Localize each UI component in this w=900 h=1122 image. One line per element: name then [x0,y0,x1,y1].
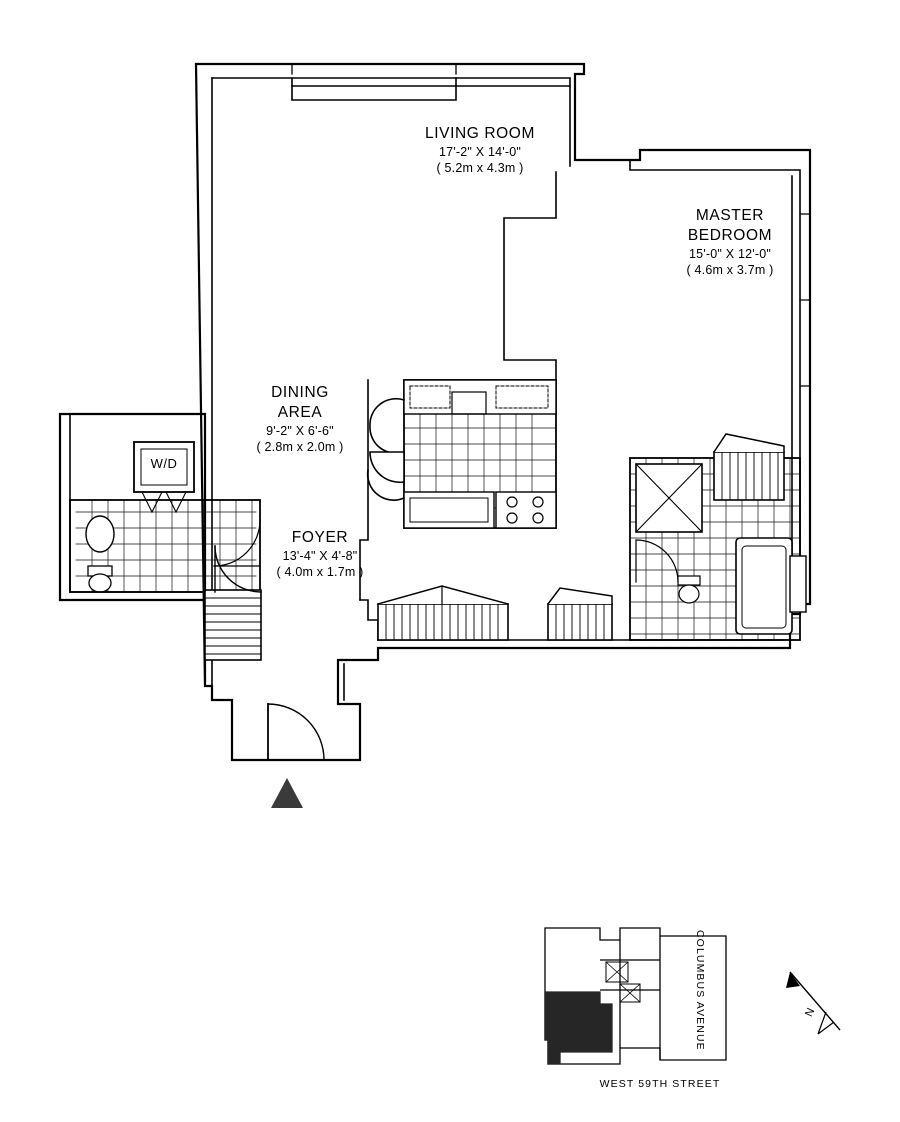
dining-area-name-line2: AREA [277,403,323,421]
key-map-avenue-label: COLUMBUS AVENUE [694,930,706,1051]
foyer-dimensions-ft: 13'-4" X 4'-8" [282,548,358,563]
dining-area-name-line1: DINING [271,384,329,401]
dining-area-dimensions-m: ( 2.8m x 2.0m ) [256,439,344,454]
living-room-dimensions-ft: 17'-2" X 14'-0" [439,144,521,159]
stair-hatch [205,590,261,660]
highlighted-unit [545,992,612,1064]
hall-closets [378,586,612,640]
master-bedroom-dimensions-ft: 15'-0" X 12'-0" [689,246,771,261]
kitchen [404,380,556,528]
entry-door [268,704,324,760]
foyer-dimensions-m: ( 4.0m x 1.7m ) [276,564,364,579]
room-label-foyer [205,528,435,580]
living-room-name: LIVING ROOM [425,125,535,142]
compass-icon [786,972,840,1034]
entry-marker [271,778,303,808]
foyer-name: FOYER [291,529,349,546]
living-room-dimensions-m: ( 5.2m x 4.3m ) [436,160,524,175]
living-room-wall-detail [292,78,456,100]
room-label-dining-area [185,383,415,455]
compass-north-label: N [803,1005,818,1019]
room-label-master-bedroom [600,206,860,278]
toilet-master [678,576,700,603]
room-label-living-room [340,124,620,176]
master-bedroom-dimensions-m: ( 4.6m x 3.7m ) [686,262,774,277]
dining-area-dimensions-ft: 9'-2" X 6'-6" [266,423,334,438]
toilet-guest [88,566,112,592]
master-bedroom-name-line1: MASTER [695,207,765,224]
washer-dryer-label: W/D [150,456,178,471]
master-bedroom-name-line2: BEDROOM [687,226,773,244]
key-map-street-label: WEST 59TH STREET [599,1078,721,1090]
